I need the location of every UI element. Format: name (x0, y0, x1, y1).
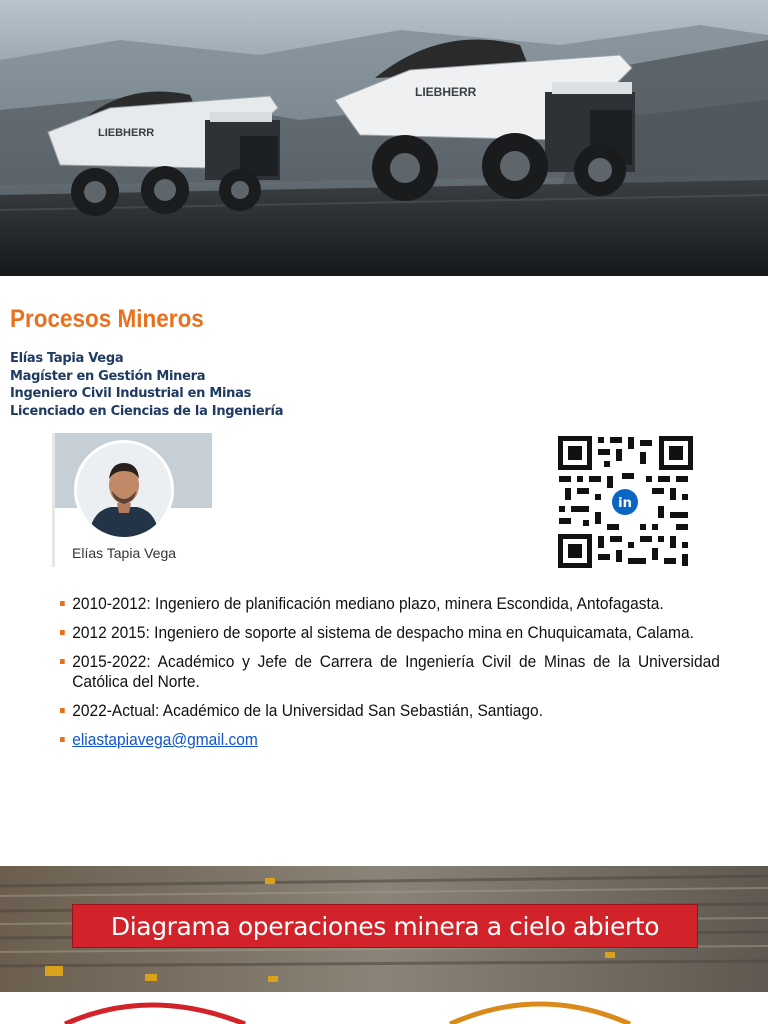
svg-text:LIEBHERR: LIEBHERR (415, 85, 477, 99)
hero-mining-trucks-image (0, 0, 768, 276)
list-item: 2010-2012: Ingeniero de planificación mediano plazo, minera Escondida, Antofagasta. (60, 594, 720, 614)
linkedin-icon: in (618, 496, 632, 511)
author-degree: Licenciado en Ciencias de la Ingeniería (10, 403, 284, 419)
next-slide-title-banner: Diagrama operaciones minera a cielo abierto (72, 904, 698, 948)
list-item (60, 730, 720, 750)
profile-name: Elías Tapia Vega (72, 545, 177, 561)
bullet-icon (60, 708, 65, 713)
svg-text:LIEBHERR: LIEBHERR (98, 127, 155, 139)
bullet-icon (60, 601, 65, 606)
career-list (60, 594, 720, 759)
list-item: 2015-2022: Académico y Jefe de Carrera de Ingeniería Civil de Minas de la Universidad Católica del Norte. (60, 652, 720, 692)
author-degree: Magíster en Gestión Minera (10, 368, 206, 384)
email-link[interactable]: eliastapiavega@gmail.com (72, 731, 258, 749)
page-title: Procesos Mineros (10, 305, 204, 333)
bullet-icon (60, 737, 65, 742)
linkedin-profile-card (52, 433, 212, 567)
avatar (74, 440, 174, 540)
linkedin-qr-code[interactable] (556, 434, 695, 570)
bullet-icon (60, 659, 65, 664)
author-name: Elías Tapia Vega (10, 351, 124, 366)
author-credentials (10, 350, 283, 420)
bullet-icon (60, 630, 65, 635)
author-degree: Ingeniero Civil Industrial en Minas (10, 386, 252, 401)
list-item: 2022-Actual: Académico de la Universidad San Sebastián, Santiago. (60, 701, 720, 721)
list-item: 2012 2015: Ingeniero de soporte al sistema de despacho mina en Chuquicamata, Calama. (60, 623, 720, 643)
